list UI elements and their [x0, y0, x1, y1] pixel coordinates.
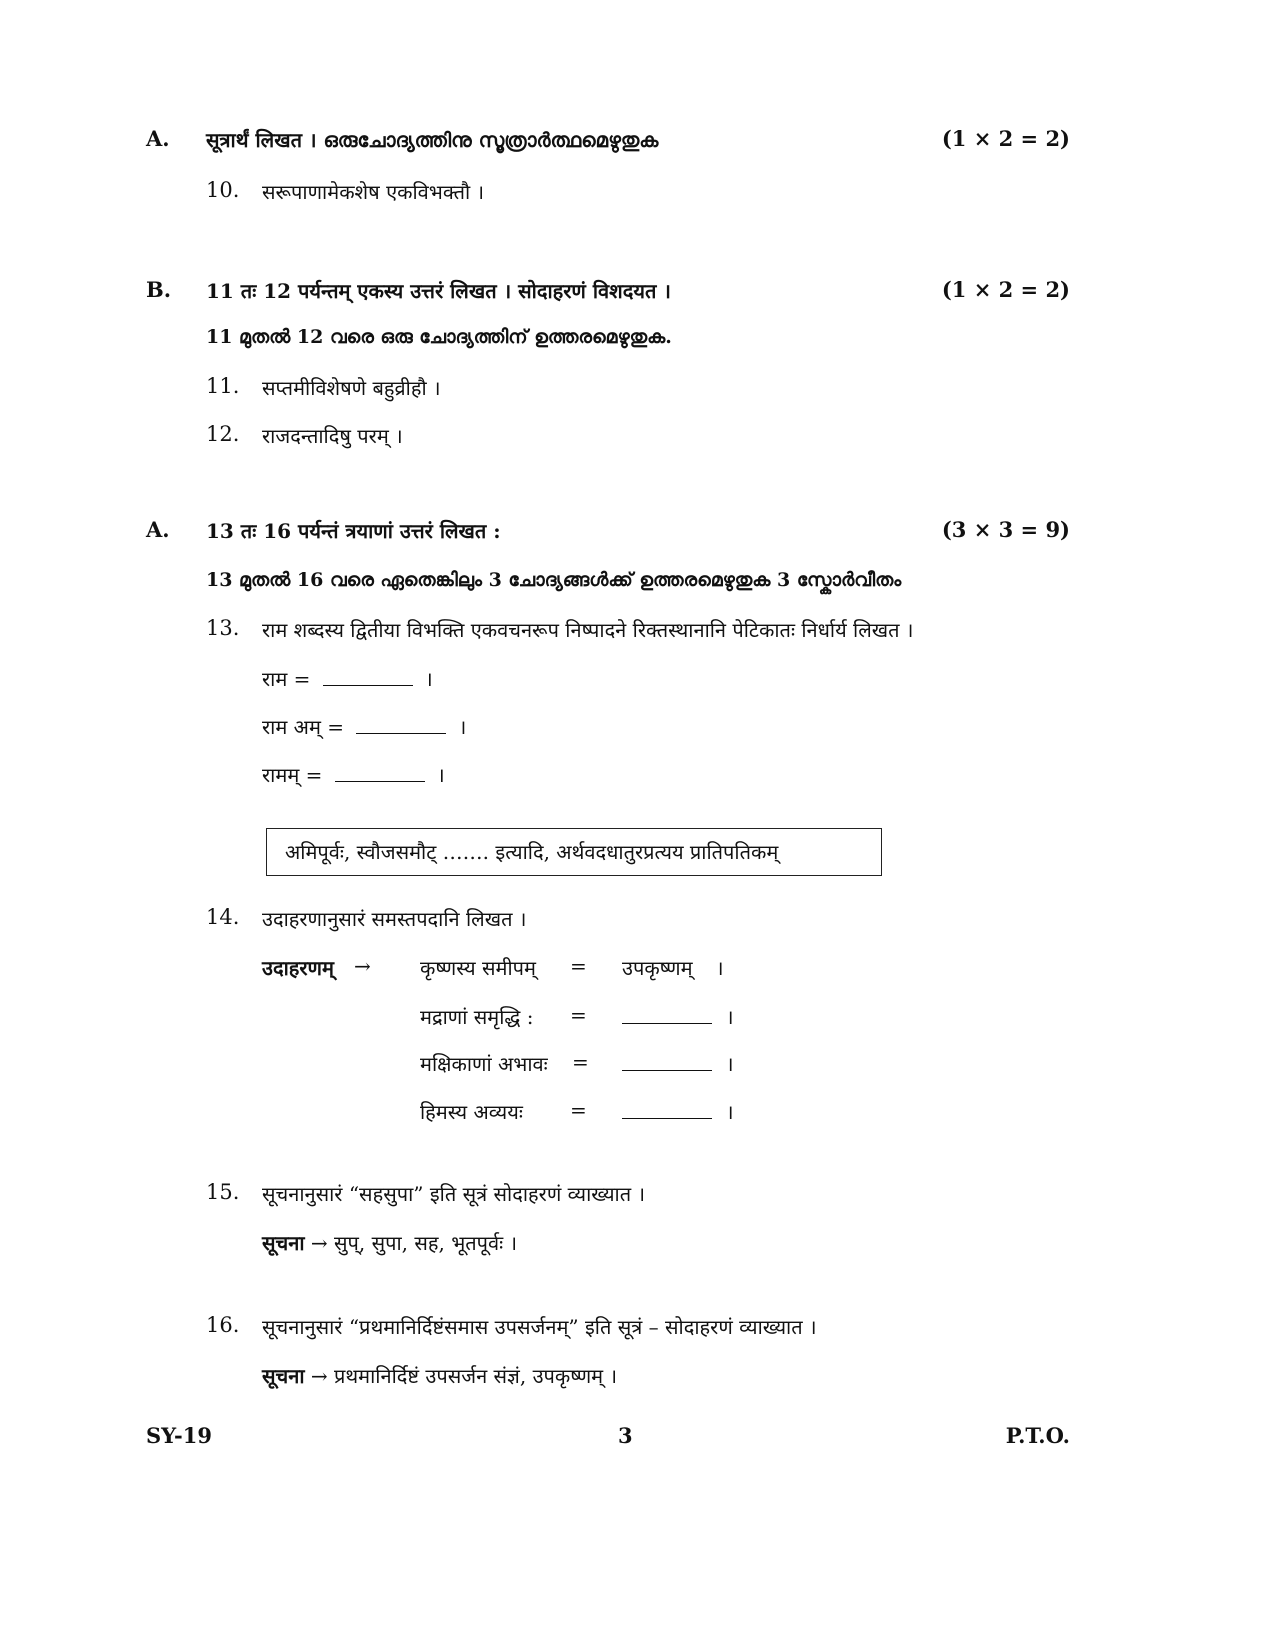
q14-row-2-blank	[622, 1022, 712, 1024]
q16-hint	[262, 1362, 617, 1389]
q14-row-1-left: कृष्णस्य समीपम्	[420, 956, 536, 980]
q15-hint-label: सूचना	[262, 1231, 305, 1255]
q13-danda-2: ।	[458, 715, 467, 739]
q16-hint-label: सूचना	[262, 1364, 305, 1388]
question-16-number: 16.	[206, 1313, 240, 1337]
q14-row-1-right: उपकृष्णम्	[622, 956, 693, 980]
question-10-text: सरूपाणामेकशेष एकविभक्तौ ।	[262, 180, 485, 204]
section-a2-letter: A.	[146, 517, 170, 542]
q13-line-1	[262, 665, 433, 692]
section-a1-marks: (1 × 2 = 2)	[941, 126, 1070, 151]
q14-row-4-danda: ।	[726, 1100, 734, 1124]
question-13-text: राम शब्दस्य द्वितीया विभक्ति एकवचनरूप निष्पादने रिक्तस्थानानि पेटिकातः निर्धार्य लिखत ।	[262, 618, 914, 642]
q13-blank-1	[323, 684, 413, 686]
q14-row-4-eq: =	[570, 1098, 587, 1122]
question-14-text: उदाहरणानुसारं समस्तपदानि लिखत ।	[262, 907, 527, 931]
q14-row-4-left: हिमस्य अव्ययः	[420, 1100, 523, 1124]
question-12-text: राजदन्तादिषु परम् ।	[262, 424, 403, 448]
q16-hint-text: प्रथमानिर्दिष्टं उपसर्जन संज्ञं, उपकृष्णम् ।	[333, 1364, 618, 1388]
question-11-text: सप्तमीविशेषणे बहुव्रीहौ ।	[262, 376, 441, 400]
question-16-text: सूचनानुसारं “प्रथमानिर्दिष्टंसमास उपसर्जनम्” इति सूत्रं – सोदाहरणं व्याख्यात ।	[262, 1315, 817, 1339]
footer-code: SY-19	[146, 1423, 212, 1448]
q13-line-2	[262, 713, 466, 740]
q14-row-2-left: मद्राणां समृद्धि :	[420, 1005, 534, 1029]
question-12-number: 12.	[206, 422, 240, 446]
section-a1-title: सूत्रार्थं लिखत । ഒരുചോദ്യത്തിനു സൂത്രാർത്ഥമെഴുതുക	[206, 128, 659, 152]
q14-row-2-eq: =	[570, 1003, 587, 1027]
q14-row-3-left: मक्षिकाणां अभावः	[420, 1052, 548, 1076]
question-14-number: 14.	[206, 905, 240, 929]
q14-row-3-eq: =	[572, 1050, 589, 1074]
q13-hint-box: अमिपूर्वः, स्वौजसमौट् ……. इत्यादि, अर्थवदधातुरप्रत्यय प्रातिपतिकम्	[266, 828, 882, 876]
q15-hint	[262, 1229, 517, 1256]
q13-blank-2	[356, 732, 446, 734]
question-11-number: 11.	[206, 374, 240, 398]
section-b-letter: B.	[146, 277, 172, 302]
question-15-text: सूचनानुसारं “सहसुपा” इति सूत्रं सोदाहरणं व्याख्यात ।	[262, 1182, 646, 1206]
footer-page-number: 3	[618, 1423, 633, 1448]
q13-line-3-label: रामम् =	[262, 763, 323, 787]
section-a2-title: 13 तः 16 पर्यन्तं त्रयाणां उत्तरं लिखत :	[206, 519, 501, 543]
q14-row-4-blank	[622, 1117, 712, 1119]
q15-arrow: →	[310, 1231, 328, 1255]
q13-line-2-label: राम अम् =	[262, 715, 345, 739]
q14-row-3-danda: ।	[726, 1052, 734, 1076]
section-b-title: 11 तः 12 पर्यन्तम् एकस्य उत्तरं लिखत । सोदाहरणं विशदयत ।	[206, 279, 671, 303]
section-a2-marks: (3 × 3 = 9)	[941, 517, 1070, 542]
q14-row-2-danda: ।	[726, 1005, 734, 1029]
q14-row-3-blank	[622, 1069, 712, 1071]
q13-danda-3: ।	[437, 763, 445, 787]
section-b-malayalam: 11 മുതൽ 12 വരെ ഒരു ചോദ്യത്തിന് ഉത്തരമെഴുതുക.	[206, 326, 672, 348]
section-a2-malayalam: 13 മുതൽ 16 വരെ ഏതെങ്കിലും 3 ചോദ്യങ്ങൾക്ക് ഉത്തരമെഴുതുക 3 സ്കോർവീതം	[206, 569, 902, 591]
q15-hint-text: सुप्, सुपा, सह, भूतपूर्वः ।	[333, 1231, 518, 1255]
footer-pto: P.T.O.	[1005, 1423, 1070, 1448]
section-b-marks: (1 × 2 = 2)	[941, 277, 1070, 302]
q14-arrow: →	[354, 954, 371, 978]
q13-line-1-label: राम =	[262, 667, 311, 691]
question-10-number: 10.	[206, 178, 240, 202]
question-13-number: 13.	[206, 616, 240, 640]
q14-example-label: उदाहरणम्	[262, 956, 334, 980]
q16-arrow: →	[310, 1364, 328, 1388]
section-a1-letter: A.	[146, 126, 170, 151]
question-15-number: 15.	[206, 1180, 240, 1204]
q14-row-1-eq: =	[570, 954, 587, 978]
q13-line-3	[262, 761, 445, 788]
q13-danda-1: ।	[425, 667, 433, 691]
q14-row-1-danda: ।	[716, 956, 724, 980]
q13-blank-3	[335, 780, 425, 782]
